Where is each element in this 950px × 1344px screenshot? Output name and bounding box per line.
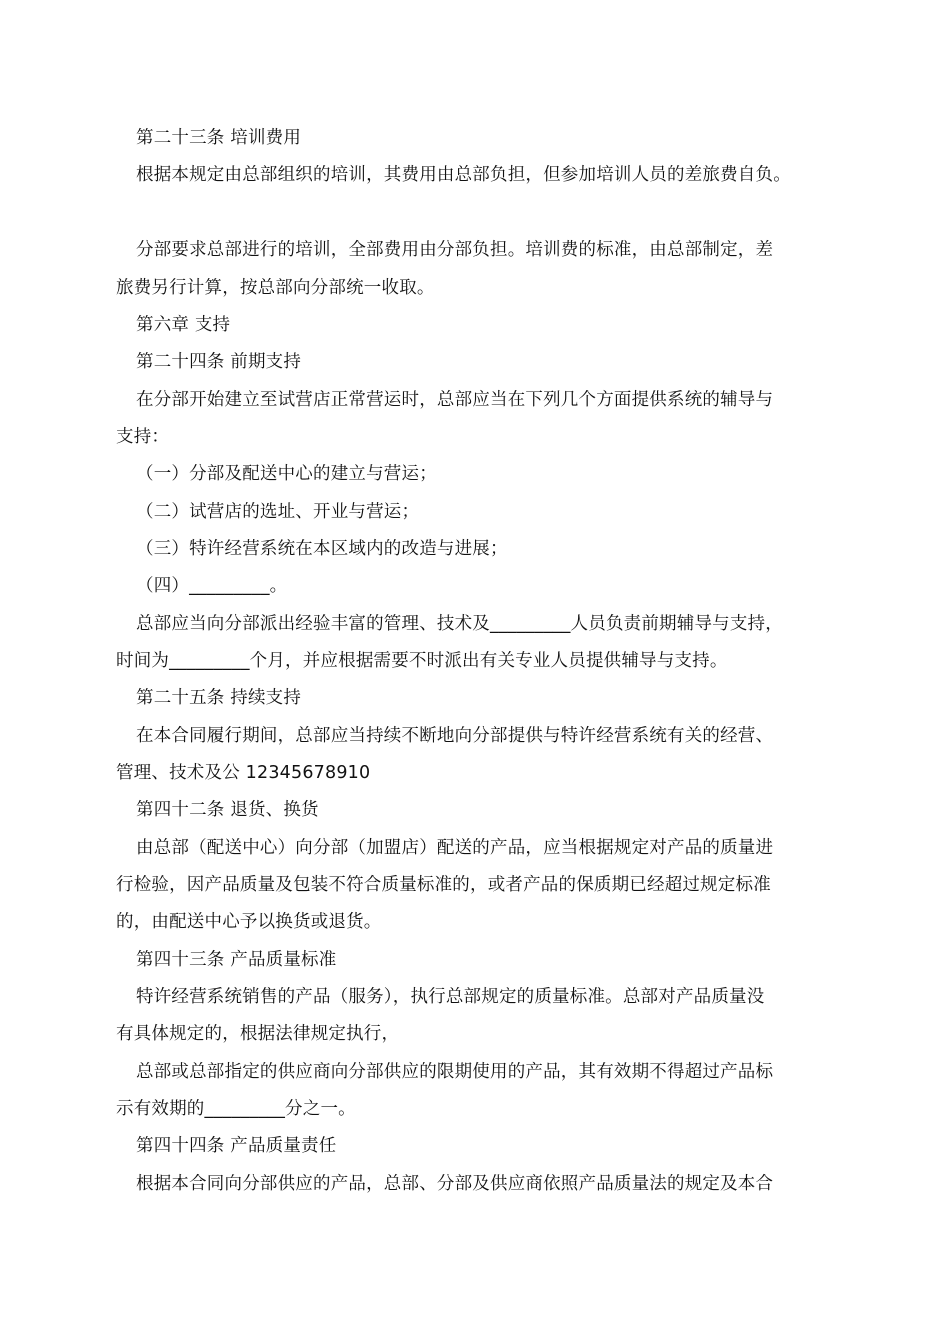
paragraph-line: 时间为_________个月，并应根据需要不时派出有关专业人员提供辅导与支持。 — [116, 651, 728, 671]
paragraph-line: 根据本规定由总部组织的培训，其费用由总部负担，但参加培训人员的差旅费自负。 — [136, 165, 791, 185]
paragraph-line: 分部要求总部进行的培训，全部费用由分部负担。培训费的标准，由总部制定，差 — [136, 240, 774, 260]
paragraph-line: 示有效期的_________分之一。 — [116, 1099, 356, 1119]
paragraph-line: 根据本合同向分部供应的产品，总部、分部及供应商依照产品质量法的规定及本合 — [136, 1174, 774, 1194]
article-25-heading: 第二十五条 持续支持 — [136, 688, 302, 708]
article-42-heading: 第四十二条 退货、换货 — [136, 800, 319, 820]
list-item: （三）特许经营系统在本区域内的改造与进展； — [136, 539, 508, 559]
paragraph-line: 支持： — [116, 427, 170, 447]
paragraph-line: 行检验，因产品质量及包装不符合质量标准的，或者产品的保质期已经超过规定标准 — [116, 875, 771, 895]
paragraph-line: 由总部（配送中心）向分部（加盟店）配送的产品，应当根据规定对产品的质量进 — [136, 838, 774, 858]
paragraph-line: 管理、技术及公 12345678910 — [116, 763, 371, 783]
list-item: （一）分部及配送中心的建立与营运； — [136, 464, 437, 484]
paragraph-line: 总部或总部指定的供应商向分部供应的限期使用的产品，其有效期不得超过产品标 — [136, 1062, 774, 1082]
list-item: （二）试营店的选址、开业与营运； — [136, 502, 420, 522]
paragraph-line: 特许经营系统销售的产品（服务），执行总部规定的质量标准。总部对产品质量没 — [136, 987, 765, 1007]
chapter-6-heading: 第六章 支持 — [136, 315, 231, 335]
paragraph-line: 在分部开始建立至试营店正常营运时，总部应当在下列几个方面提供系统的辅导与 — [136, 390, 774, 410]
article-43-heading: 第四十三条 产品质量标准 — [136, 950, 337, 970]
article-23-heading: 第二十三条 培训费用 — [136, 128, 302, 148]
paragraph-line: 总部应当向分部派出经验丰富的管理、技术及_________人员负责前期辅导与支持， — [136, 614, 783, 634]
article-24-heading: 第二十四条 前期支持 — [136, 352, 302, 372]
paragraph-line: 有具体规定的，根据法律规定执行， — [116, 1024, 400, 1044]
paragraph-line: 的，由配送中心予以换货或退货。 — [116, 912, 382, 932]
paragraph-line: 旅费另行计算，按总部向分部统一收取。 — [116, 278, 435, 298]
paragraph-line: 在本合同履行期间，总部应当持续不断地向分部提供与特许经营系统有关的经营、 — [136, 726, 774, 746]
article-44-heading: 第四十四条 产品质量责任 — [136, 1136, 337, 1156]
list-item: （四）_________。 — [136, 576, 288, 596]
